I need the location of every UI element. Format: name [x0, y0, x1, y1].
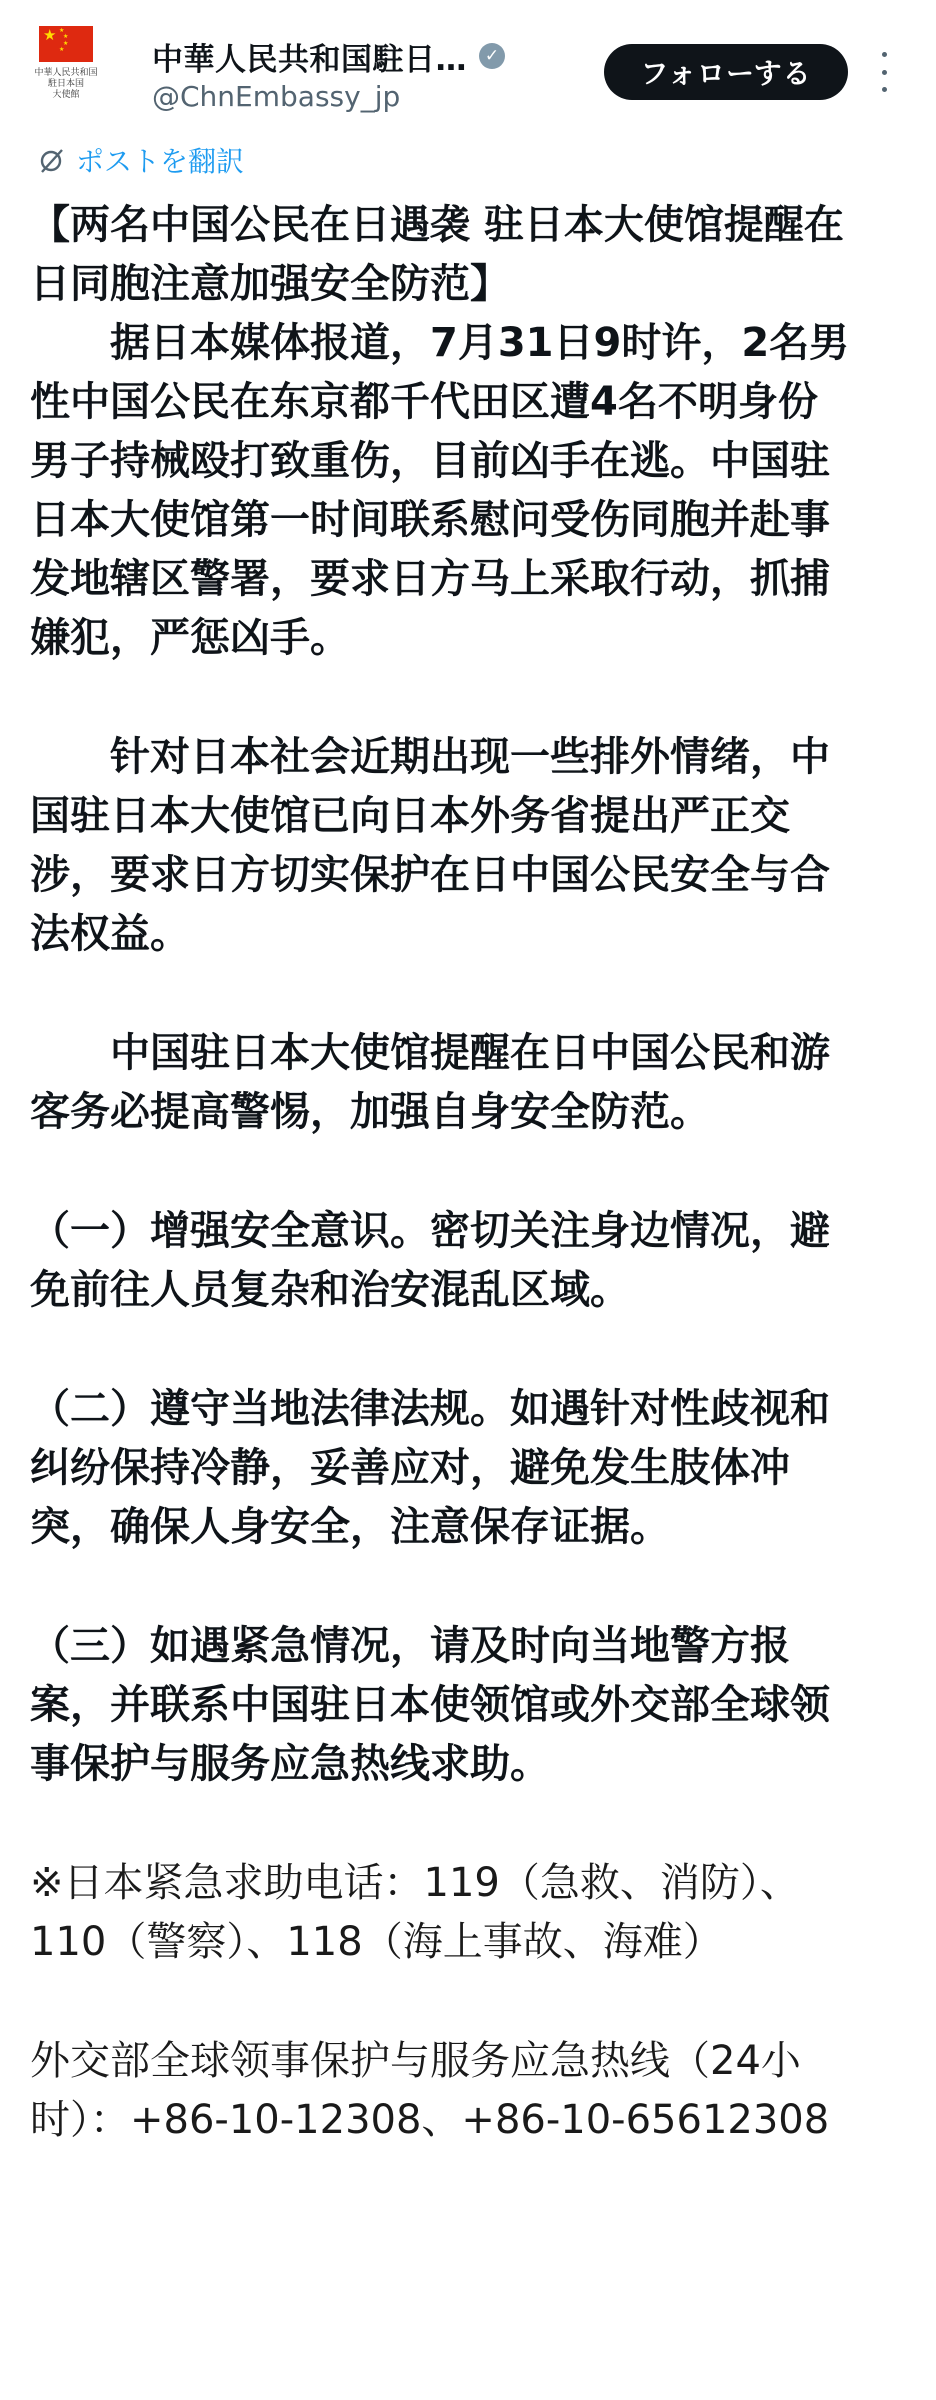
paragraph-line: 据日本媒体报道，7月31日9时许，2名男 — [30, 320, 850, 366]
account-info — [152, 36, 505, 113]
translate-post-link[interactable] — [38, 140, 244, 180]
paragraph-line: 突，确保人身安全，注意保存证据。 — [30, 1504, 670, 1550]
paragraph-line: 嫌犯，严惩凶手。 — [30, 615, 350, 661]
paragraph-line: 免前往人员复杂和治安混乱区域。 — [30, 1267, 630, 1313]
post-title-line: 【两名中国公民在日遇袭 驻日本大使馆提醒在 — [30, 202, 844, 248]
paragraph-line: 中国驻日本大使馆提醒在日中国公民和游 — [30, 1030, 830, 1076]
hotline-line: 时）：+86-10-12308、+86-10-65612308 — [30, 2097, 830, 2143]
paragraph-line: 事保护与服务应急热线求助。 — [30, 1741, 550, 1787]
paragraph-line: 性中国公民在东京都千代田区遭4名不明身份 — [30, 379, 818, 425]
follow-button[interactable]: フォローする — [604, 44, 848, 100]
paragraph-line: 纠纷保持冷静，妥善应对，避免发生肢体冲 — [30, 1445, 790, 1491]
post-text — [30, 196, 906, 2150]
paragraph-line: 发地辖区警署，要求日方马上采取行动，抓捕 — [30, 556, 830, 602]
paragraph-line: 针对日本社会近期出现一些排外情绪，中 — [30, 734, 830, 780]
paragraph-line: 案，并联系中国驻日本使领馆或外交部全球领 — [30, 1682, 830, 1728]
account-handle[interactable]: @ChnEmbassy_jp — [152, 80, 401, 113]
more-options-icon[interactable] — [872, 52, 896, 92]
paragraph-line: 男子持械殴打致重伤，目前凶手在逃。中国驻 — [30, 438, 830, 484]
verified-badge-icon: ✓ — [479, 43, 505, 69]
translate-icon — [38, 146, 66, 174]
post-title-line: 日同胞注意加强安全防范】 — [30, 261, 510, 307]
china-flag-icon: ★ ★ ★ ★ ★ — [39, 26, 93, 62]
avatar-caption: 中華人民共和国 駐日本国 大使館 — [34, 68, 98, 100]
paragraph-line: （三）如遇紧急情况，请及时向当地警方报 — [30, 1623, 790, 1669]
translate-label: ポストを翻訳 — [76, 145, 245, 178]
post-header — [0, 0, 936, 130]
paragraph-line: 客务必提高警惕，加强自身安全防范。 — [30, 1089, 710, 1135]
emergency-number-line: ※日本紧急求助电话：119（急救、消防）、 — [30, 1860, 800, 1906]
paragraph-line: 日本大使馆第一时间联系慰问受伤同胞并赴事 — [30, 497, 830, 543]
avatar[interactable] — [28, 26, 104, 126]
display-name[interactable]: 中華人民共和国駐日… — [152, 41, 467, 78]
hotline-line: 外交部全球领事保护与服务应急热线（24小 — [30, 2038, 801, 2084]
paragraph-line: （一）增强安全意识。密切关注身边情况，避 — [30, 1208, 830, 1254]
paragraph-line: （二）遵守当地法律法规。如遇针对性歧视和 — [30, 1386, 830, 1432]
paragraph-line: 国驻日本大使馆已向日本外务省提出严正交 — [30, 793, 790, 839]
paragraph-line: 涉，要求日方切实保护在日中国公民安全与合 — [30, 852, 830, 898]
paragraph-line: 法权益。 — [30, 911, 190, 957]
emergency-number-line: 110（警察）、118（海上事故、海难） — [30, 1919, 723, 1965]
